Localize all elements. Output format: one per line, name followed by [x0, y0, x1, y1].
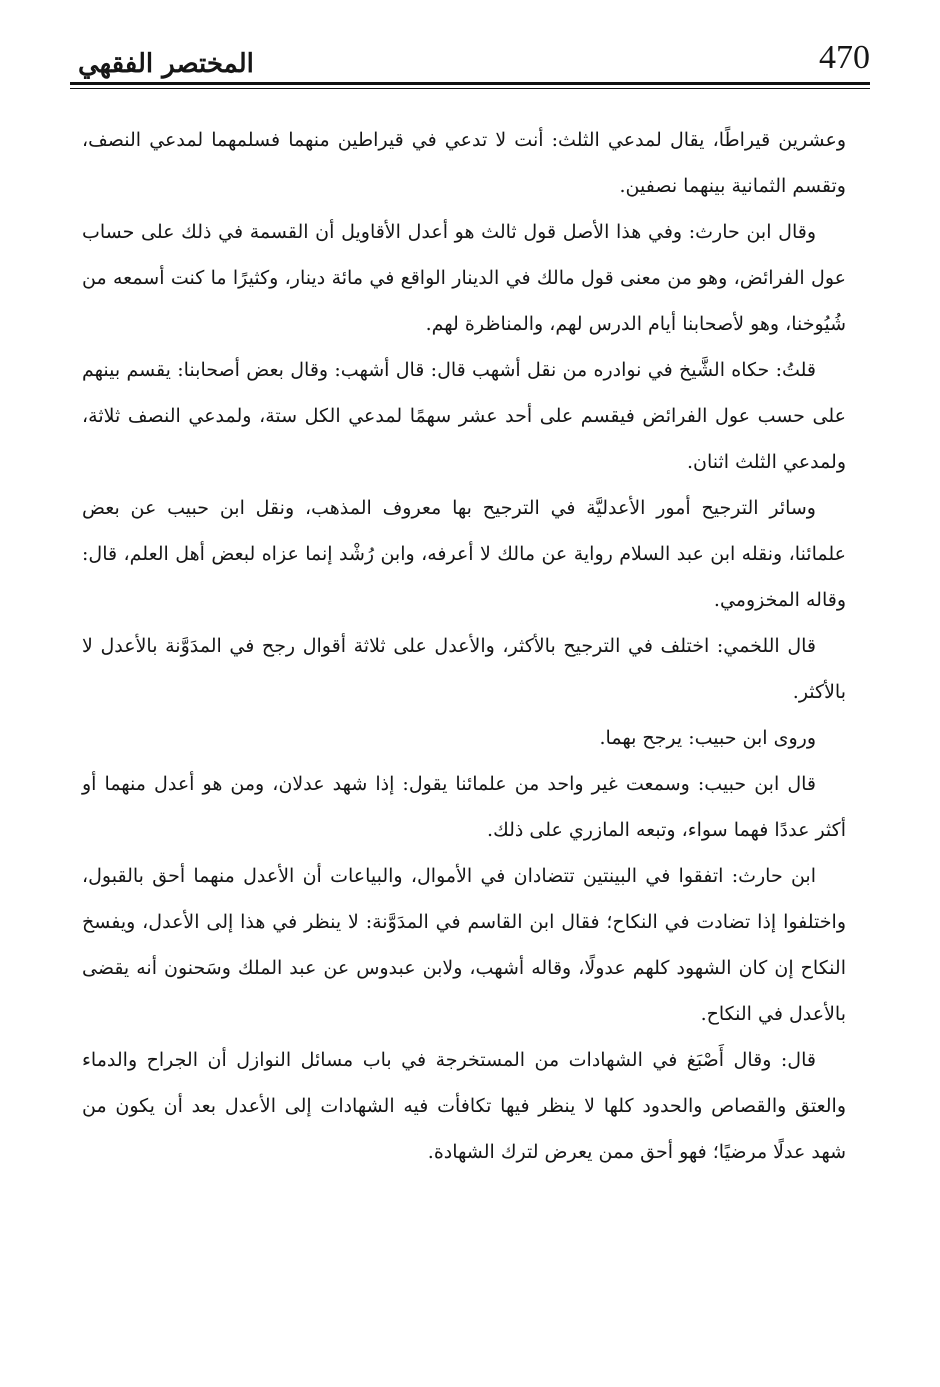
book-title: المختصر الفقهي — [78, 49, 254, 79]
page-body — [82, 117, 846, 1175]
paragraph-6: وروى ابن حبيب: يرجح بهما. — [599, 727, 816, 749]
paragraph-2: وقال ابن حارث: وفي هذا الأصل قول ثالث هو أعدل الأقاويل أن القسمة في ذلك على حساب عول الفرائض، وهو من معنى قول مالك في الدينار الواقع في مائة دينار، وكثيرًا ما كنت أسمعه من شُيُوخنا، وهو لأصحابنا أيام الدرس لهم، والمناظرة لهم. — [82, 221, 846, 335]
paragraph-3: قلتُ: حكاه الشَّيخ في نوادره من نقل أشهب قال: قال أشهب: وقال بعض أصحابنا: يقسم بينهم على حسب عول الفرائض فيقسم على أحد عشر سهمًا لمدعي الكل ستة، ولمدعي النصف ثلاثة، ولمدعي الثلث اثنان. — [82, 359, 846, 473]
page-number: 470 — [819, 39, 870, 76]
paragraph-1: وعشرين قيراطًا، يقال لمدعي الثلث: أنت لا تدعي في قيراطين منهما فسلمهما لمدعي النصف، وتقسم الثمانية بينهما نصفين. — [82, 129, 846, 197]
page-header — [70, 28, 870, 88]
header-rule-thin — [70, 88, 870, 89]
paragraph-9: قال: وقال أَصْبَغ في الشهادات من المستخرجة في باب مسائل النوازل أن الجراح والدماء والعتق والقصاص والحدود كلها لا ينظر فيها تكافأت فيه الشهادات إلى الأعدل بعد أن يكون من شهد عدلًا مرضيًا؛ فهو أحق ممن يعرض لترك الشهادة. — [82, 1049, 846, 1163]
paragraph-5: قال اللخمي: اختلف في الترجيح بالأكثر، والأعدل على ثلاثة أقوال رجح في المدَوَّنة بالأعدل لا بالأكثر. — [82, 635, 846, 703]
paragraph-4: وسائر الترجيح أمور الأعدليَّة في الترجيح بها معروف المذهب، ونقل ابن حبيب عن بعض علمائنا، ونقله ابن عبد السلام رواية عن مالك لا أعرفه، وابن رُشْد إنما عزاه لبعض أهل العلم، قال: وقاله المخزومي. — [82, 497, 846, 611]
paragraph-7: قال ابن حبيب: وسمعت غير واحد من علمائنا يقول: إذا شهد عدلان، ومن هو أعدل منهما أو أكثر عددًا فهما سواء، وتبعه المازري على ذلك. — [82, 773, 846, 841]
header-rule-thick — [70, 82, 870, 85]
paragraph-8: ابن حارث: اتفقوا في البينتين تتضادان في الأموال، والبياعات أن الأعدل منهما أحق بالقبول، واختلفوا إذا تضادت في النكاح؛ فقال ابن القاسم في المدَوَّنة: لا ينظر في هذا إلى الأعدل، ويفسخ النكاح إن كان الشهود كلهم عدولًا، وقاله أشهب، ولابن عبدوس عن عبد الملك وسَحنون أنه يقضى بالأعدل في النكاح. — [82, 865, 846, 1025]
